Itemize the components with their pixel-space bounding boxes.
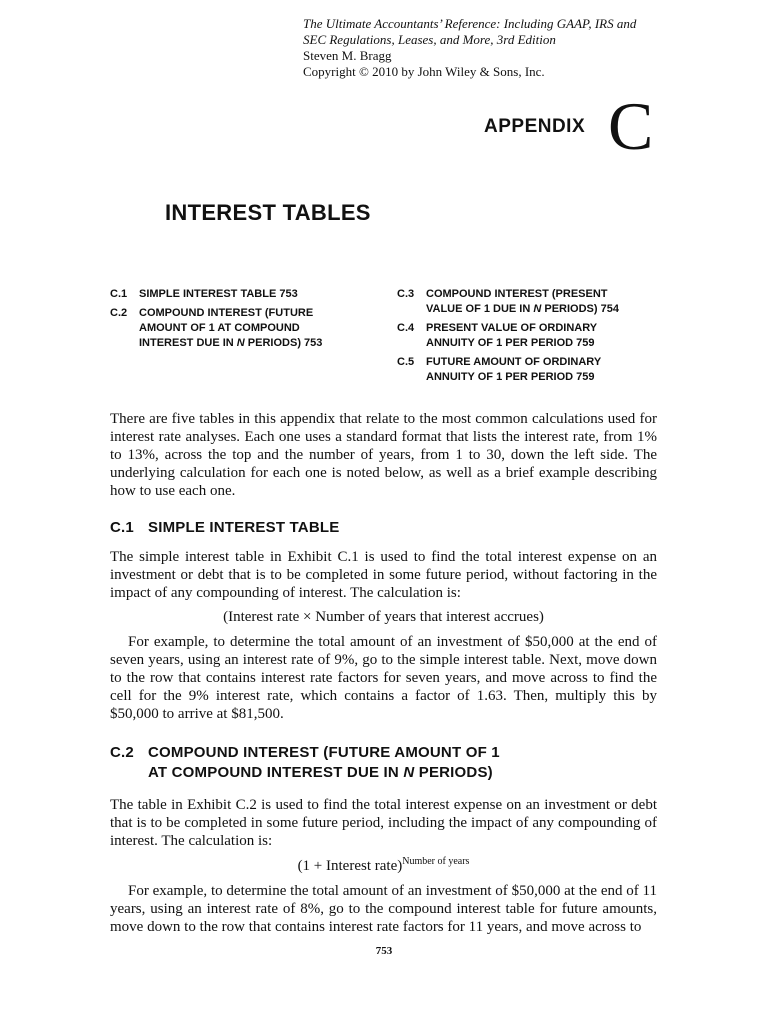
toc-left-column — [110, 287, 340, 355]
toc-entry-c3[interactable] — [397, 287, 637, 317]
section-c2-paragraph2: For example, to determine the total amount of an investment of $50,000 at the end of 11 years, using an interest rate of 8%, go to the compound interest table for future amounts, move down to the row that contains interest rate factors for 11 years, and move across to — [110, 883, 657, 935]
toc-text-italic: N — [533, 303, 542, 315]
toc-text-part: COMPOUND INTEREST (FUTURE AMOUNT OF 1 AT COMPOUND INTEREST DUE IN — [139, 307, 314, 349]
toc-entry-text: FUTURE AMOUNT OF ORDINARY ANNUITY OF 1 PER PERIOD 759 — [426, 356, 601, 383]
toc-entry-text — [139, 306, 340, 351]
appendix-letter: C — [608, 88, 654, 164]
toc-entry-number: C.3 — [397, 288, 415, 300]
book-title-line2: SEC Regulations, Leases, and More, 3rd Edition — [303, 32, 556, 47]
formula-compound-interest — [110, 856, 657, 875]
toc-entry-number: C.5 — [397, 356, 415, 368]
section-heading-c2 — [110, 743, 657, 783]
toc-entry-text: PRESENT VALUE OF ORDINARY ANNUITY OF 1 PER PERIOD 759 — [426, 322, 597, 349]
page-number: 753 — [375, 945, 393, 957]
section-c2-paragraph1: The table in Exhibit C.2 is used to find the total interest expense on an investment or debt that is to be completed in some future period, including the impact of any compounding of interest. The calculation is: — [110, 797, 657, 849]
toc-entry-number: C.2 — [110, 307, 128, 319]
book-header — [303, 16, 723, 80]
formula-exponent: Number of years — [402, 856, 470, 867]
toc-entry-text: SIMPLE INTEREST TABLE 753 — [139, 288, 298, 300]
formula-base: (1 + Interest rate) — [297, 858, 403, 874]
book-title-line1: The Ultimate Accountants’ Reference: Including GAAP, IRS and — [303, 16, 637, 31]
book-copyright: Copyright © 2010 by John Wiley & Sons, Inc. — [303, 64, 545, 79]
toc-entry-number: C.1 — [110, 288, 128, 300]
section-title-italic: N — [403, 764, 415, 781]
toc-text-part: PERIODS) 754 — [541, 303, 619, 315]
toc-entry-c4[interactable] — [397, 321, 637, 351]
section-title-part: PERIODS) — [414, 764, 493, 781]
section-title-line1: COMPOUND INTEREST (FUTURE AMOUNT OF 1 — [148, 744, 500, 761]
section-title: SIMPLE INTEREST TABLE — [148, 519, 340, 536]
section-number: C.1 — [110, 519, 134, 536]
section-number: C.2 — [110, 744, 134, 761]
toc-text-part: PERIODS) 753 — [244, 337, 323, 349]
appendix-label: APPENDIX — [484, 116, 586, 137]
toc-text-italic: N — [236, 337, 245, 349]
toc-entry-c2[interactable] — [110, 306, 340, 351]
toc-entry-text — [426, 287, 637, 317]
chapter-title: INTEREST TABLES — [165, 200, 371, 225]
section-c1-paragraph1: The simple interest table in Exhibit C.1 is used to find the total interest expense on an investment or debt that is to be completed in some future period, without factoring in the impact of any compounding of interest. The calculation is: — [110, 549, 657, 601]
section-title-part: AT COMPOUND INTEREST DUE IN — [148, 764, 404, 781]
toc-entry-c5[interactable] — [397, 355, 637, 385]
section-title-line2 — [110, 763, 657, 783]
toc-text-part: COMPOUND INTEREST (PRESENT VALUE OF 1 DUE IN — [426, 288, 608, 315]
intro-paragraph: There are five tables in this appendix that relate to the most common calculations used for interest rate analyses. Each one uses a standard format that lists the interest rate, from 1% to 13%, across the top and the number of years, from 1 to 30, down the left side. The underlying calculation for each one is noted below, as well as a brief example describing how to use each one. — [110, 411, 657, 499]
book-author: Steven M. Bragg — [303, 48, 392, 63]
toc-right-column — [397, 287, 637, 389]
formula-simple-interest: (Interest rate × Number of years that interest accrues) — [223, 609, 544, 625]
toc-entry-number: C.4 — [397, 322, 415, 334]
toc-entry-c1[interactable] — [110, 287, 340, 302]
section-heading-c1 — [110, 518, 657, 538]
section-c1-paragraph2: For example, to determine the total amount of an investment of $50,000 at the end of seven years, using an interest rate of 9%, go to the simple interest table. Next, move down to the row that contains interest rate factors for seven years, and move across to find the cell for the 9% interest rate, which contains a factor of 1.63. Then, multiply this by $50,000 to arrive at $81,500. — [110, 634, 657, 722]
